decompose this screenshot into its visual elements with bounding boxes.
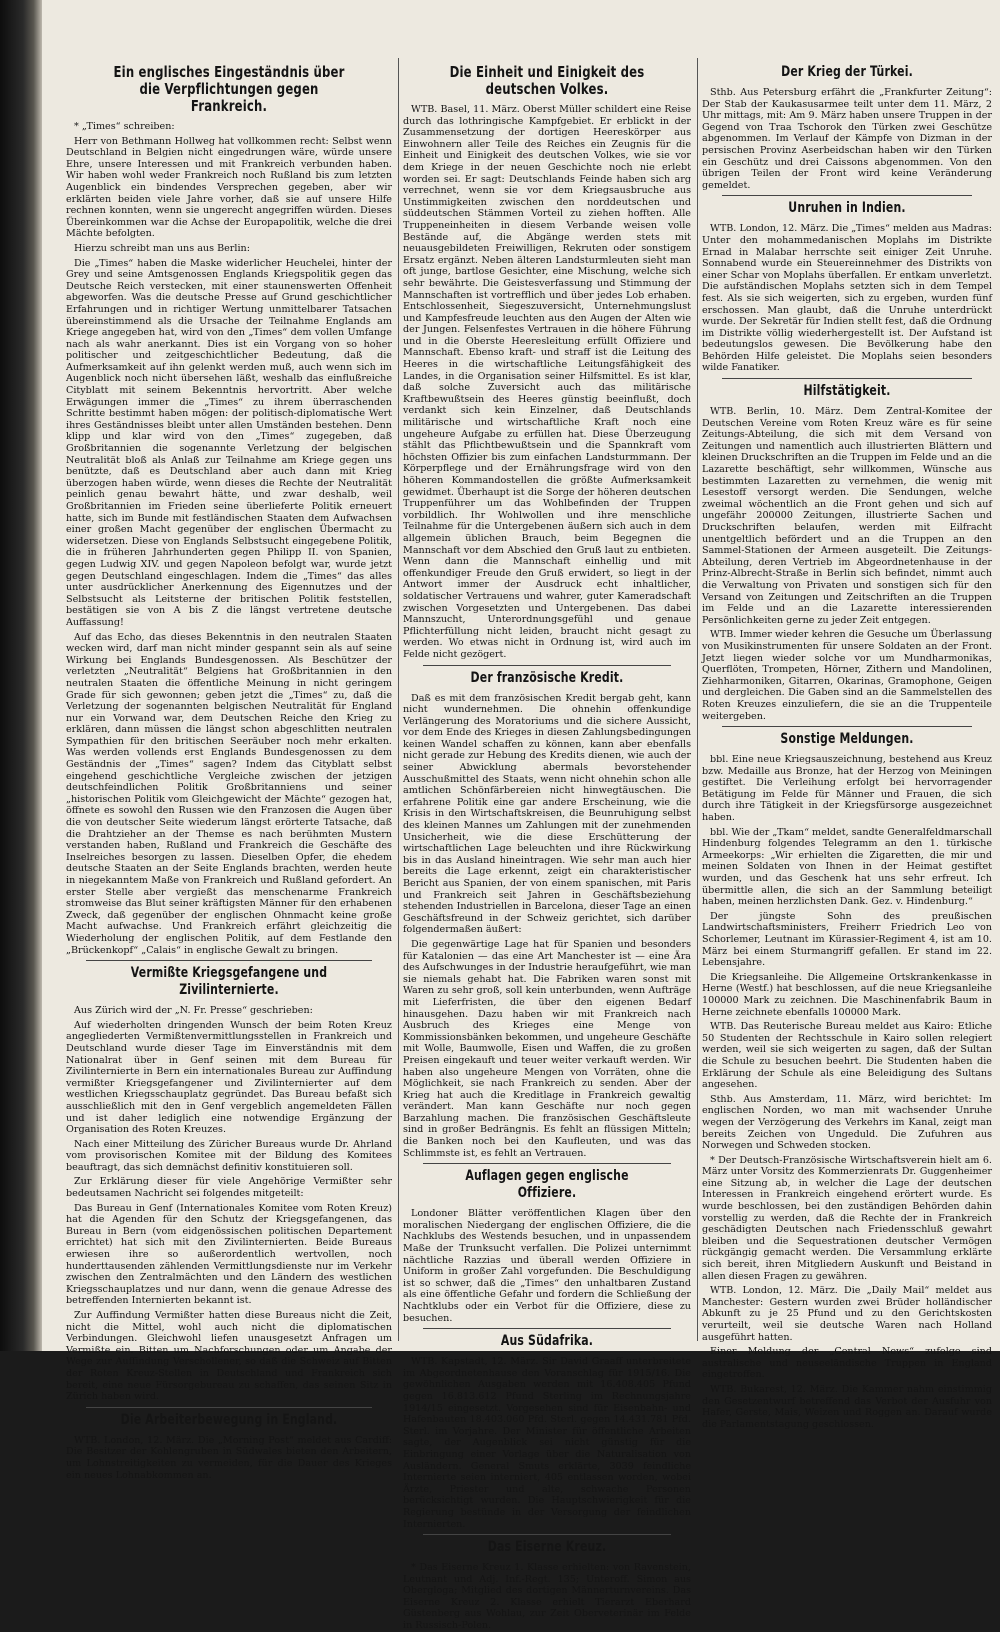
- article-headline: Vermißte Kriegsgefangene und Zivilinternierte.: [130, 965, 328, 999]
- section-divider: [722, 195, 972, 196]
- article-paragraph: Sthb. Aus Petersburg erfährt die „Frankfurter Zeitung“: Der Stab der Kaukasusarmee teilt unter dem 11. März, 2 Uhr mittags, mit: Am 9. März haben unsere Truppen in der Gegend von Traa Tschorok den Türken zwei Geschütze abgenommen. Im Verlauf der Kämpfe von Dizman in der persischen Provinz Aserbeidschan haben wir den Türken ein Geschütz und drei Caissons abgenommen. Von den übrigen Teilen der Front wird keine Veränderung gemeldet.: [702, 87, 992, 191]
- article-paragraph: Aus Zürich wird der „N. Fr. Presse“ geschrieben:: [74, 1005, 313, 1017]
- column-rule: [697, 58, 698, 1341]
- article-headline: Der französische Kredit.: [470, 669, 624, 686]
- article-headline: Sonstige Meldungen.: [780, 731, 914, 748]
- section-divider: [722, 378, 972, 379]
- article-paragraph: WTB. Das Reuterische Bureau meldet aus Kairo: Etliche 50 Studenten der Rechtsschule in Kairo sollen relegiert werden, weil sie sich weigerten zu sagen, daß der Sultan die Schule zu besuchen beehrt. Die Studenten haben die Erklärung der Schule als eine Beleidigung des Sultans angesehen.: [702, 1021, 992, 1091]
- article-paragraph: Das Bureau in Genf (Internationales Komitee vom Roten Kreuz) hat die Agenden für den Schutz der Kriegsgefangenen, das Bureau in Bern (vom eidgenössischen politischen Departement errichtet) hat sich mit den Zivilinternierten. Beide Bureaus erwiesen ihre so außerordentlich wertvollen, noch hunderttausenden zählenden Vermittlungsdienste nur im Verkehr zwischen den Zentralmächten und den Ländern des westlichen Kriegsschauplatzes und nur dann, wenn die genaue Adresse des betreffenden Internierten bekannt ist.: [66, 1202, 392, 1307]
- article-headline: Ein englisches Eingeständnis über die Verpflichtungen gegen Frankreich.: [113, 63, 345, 115]
- article-paragraph: Herr von Bethmann Hollweg hat vollkommen recht: Selbst wenn Deutschland in Belgien nicht eingedrungen wäre, würde unsere Ehre, unsere Interessen und mit Frankreich verbunden haben. Wir haben wohl weder Frankreich noch Rußland bis zum letzten Augenblick ein bindendes Versprechen gegeben, aber wir erklärten beiden viele Jahre vorher, daß sie auf unsere Hilfe rechnen konnten, wenn sie ungerecht angegriffen würden. Dieses Übereinkommen war die Achse der Europapolitik, welche die drei Mächte befolgten.: [66, 135, 392, 240]
- column-left: [66, 62, 392, 1481]
- column-rule: [398, 58, 399, 1341]
- article-paragraph: WTB. London, 12. März. Die „Morning Post“ meldet aus Cardiff: Die Besitzer der Kohlengruben in Südwales bieten den Arbeitern, um Lohnstreitigkeiten zu vermeiden, für die Dauer des Krieges ein neues Lohnabkommen an.: [66, 1434, 392, 1481]
- article-paragraph: Die gegenwärtige Lage hat für Spanien und besonders für Katalonien — das eine Art Manchester ist — eine Ära des Aufschwunges in der Industrie heraufgeführt, wie man sie niemals gehabt hat. Die Fabriken waren sonst mit Waren zu sehr groß, soll kein unterbunden, wenn Aufträge mit Lieferfristen, die über den eigenen Bedarf hinausgehen. Dazu haben wir mit Frankreich nach Ausbruch des Krieges eine Menge von Kommissionsbänken bekommen, und ungeheure Geschäfte mit Wolle, Baumwolle, Eisen und Waffen, die zu großen Preisen eingekauft und teuer weiter verkauft werden. Wir haben also ungeheure Mengen von Vorräten, ohne die Möglichkeit, sie nach Frankreich zu senden. Aber der Krieg hat auch die Kreditlage in Frankreich gewaltig verändert. Man kann Geschäfte nur noch gegen Barzahlung machen. Die französischen Geschäftsleute sind in großer Bedrängnis. Es fehlt an flüssigen Mitteln; die Banken noch bei den Kaufleuten, und was das Schlimmste ist, es fehlt an Vertrauen.: [403, 938, 691, 1159]
- section-divider: [423, 665, 671, 666]
- article-headline: Aus Südafrika.: [500, 1333, 594, 1350]
- article-headline: Unruhen in Indien.: [788, 200, 906, 217]
- article-paragraph: Zur Auffindung Vermißter hatten diese Bureaus nicht die Zeit, nicht die Mittel, wohl auch nicht die diplomatischen Verbindungen. Gleichwohl liefen unausgesetzt Anfragen um Vermißte ein. Bitten um Nachforschungen oder um Angabe der Wege zur Auffindung Verschollener, so daß die Schweiz auf Bitten der Roten Kreuz-Stellen in Deutschland und Frankreich sich bereit, eine neue Fürsorgebureau zu schaffen, das seinen Sitz in Zürich haben wird.: [66, 1310, 392, 1403]
- article-paragraph: WTB. Berlin, 10. März. Dem Zentral-Komitee der Deutschen Vereine vom Roten Kreuz wäre es für seine Zeitungs-Abteilung, die sich mit dem Versand von Zeitungen und namentlich auch illustrierten Blättern und kleinen Druckschriften an die Truppen im Felde und an die Lazarette beschäftigt, sehr willkommen, Wünsche aus bestimmten Lazaretten zu vernehmen, die wenig mit Lesestoff versorgt werden. Die Sendungen, welche zweimal wöchentlich an die Front gehen und sich auf ungefähr 200000 Zeitungen, illustrierte Sachen und Druckschriften belaufen, werden mit Eilfracht unentgeltlich befördert und an die Truppen an den Sammel-Stationen der Armeen ausgeteilt. Die Zeitungs-Abteilung, deren Vertrieb im Abgeordnetenhause in der Prinz-Albrecht-Straße in Berlin sich befindet, nimmt auch die Verwaltung von Privaten und sonstigen sich für den Versand von Zeitungen und Zeitschriften an die Truppen im Felde und an die Lazarette interessierenden Persönlichkeiten gerne zu jeder Zeit entgegen.: [702, 406, 992, 626]
- article-paragraph: WTB. London, 12. März. Die „Daily Mail“ meldet aus Manchester: Gestern wurden zwei Brüder holländischer Abkunft zu je 25 Pfund und zu den Gerichtskosten verurteilt, weil sie deutsche Waren nach Holland ausgeführt hatten.: [702, 1285, 992, 1343]
- article-paragraph: bbl. Eine neue Kriegsauszeichnung, bestehend aus Kreuz bzw. Medaille aus Bronze, hat der Herzog von Meiningen gestiftet. Die Verleihung erfolgt bei hervorragender Betätigung im Felde für Männer und Frauen, die sich durch ihre Tätigkeit in der Kriegsfürsorge ausgezeichnet haben.: [702, 754, 992, 824]
- article-paragraph: Auf wiederholten dringenden Wunsch der beim Roten Kreuz angegliederten Vermißtenvermittlungsstellen in Frankreich und Deutschland wurde dieser Tage im Einverständnis mit dem Nationalrat über in Genf seinen mit dem Bureau für Zivilinternierte in Bern ein internationales Bureau zur Auffindung vermißter Kriegsgefangener und Zivilinternierter auf dem westlichen Kriegsschauplatz gegründet. Das Bureau befaßt sich ausschließlich mit den in Genf vergeblich angemeldeten Fällen und ist daher lediglich eine notwendige Ergänzung der Organisation des Roten Kreuzes.: [66, 1019, 392, 1136]
- section-divider: [423, 1328, 671, 1329]
- column-right: [702, 62, 992, 1430]
- article-headline: Die Arbeiterbewegung in England.: [120, 1411, 338, 1428]
- article-paragraph: WTB. Basel, 11. März. Oberst Müller schildert eine Reise durch das lothringische Kampfgebiet. Er erblickt in der Zusammensetzung der dortigen Heereskörper aus Einwohnern aller Teile des Reiches ein Zeugnis für die Einheit und Einigkeit des deutschen Volkes, wie sie vor dem Kriege in der neuen Geschichte noch nie erlebt worden sei. Er sagt: Deutschlands Feinde haben sich arg verrechnet, wenn sie vor dem Kriegsausbruche aus Unstimmigkeiten zwischen den norddeutschen und süddeutschen Stämmen Vorteil zu ziehen hofften. Alle Truppeneinheiten in diesem Verbande weisen volle Bestände auf, die Abgänge werden stets mit neuausgebildeten Freiwilligen, Rekruten oder sonstigem Ersatz ergänzt. Neben älteren Landsturmleuten sieht man oft junge, bartlose Gesichter, eine Mischung, welche sich sehr bewährte. Die Geistesverfassung und Stimmung der Mannschaften ist vortrefflich und über jedes Lob erhaben. Entschlossenheit, Siegeszuversicht, Unternehmungslust und Kampfesfreude leuchten aus den Augen der Alten wie der Jungen. Felsenfestes Vertrauen in die höhere Führung und in die Oberste Heeresleitung erfüllt Offiziere und Mannschaft. Ebenso kraft- und straff ist die Leitung des Heeres in die wirtschaftliche Leitungsfähigkeit des Landes, in die Organisation seiner Hilfsmittel. Es ist klar, daß solche Zuversicht auch das militärische Kraftbewußtsein des Heeres günstig beeinflußt, doch verdankt sich kein Einzelner, daß Deutschlands militärische und wirtschaftliche Kraft noch eine ungeheure Aufgabe zu erfüllen hat. Diese Überzeugung stählt das Pflichtbewußtsein und die Spannkraft vom höchsten Offizier bis zum einfachen Landsturmmann. Der Körperpflege und der Ernährungsfrage wird von den höheren Kommandostellen die größte Aufmerksamkeit gewidmet. Überhaupt ist die Sorge der höheren deutschen Truppenführer um das Wohlbefinden der Truppen vorbildlich. Ihr Wohlwollen und ihre menschliche Teilnahme für die Untergebenen äußern sich auch in dem allgemein üblichen Brauch, beim Begegnen die Mannschaft vor dem Abschied den Gruß laut zu entbieten. Wenn dann die Mannschaft einhellig und mit offenkundiger Freude den Gruß erwidert, so liegt in der Antwort immer der Ausdruck echt inhaltlicher, soldatischer Vertrauens und wahrer, guter Kameradschaft zwischen Vorgesetzten und Untergebenen. Das dabei Mannszucht, Unterordnungsgefühl und genaue Pflichterfüllung nicht leiden, braucht nicht gesagt zu werden. Wo etwas nicht in Ordnung ist, wird auch im Felde nicht gezögert.: [403, 104, 691, 660]
- section-divider: [86, 960, 372, 961]
- article-paragraph: Die Kriegsanleihe. Die Allgemeine Ortskrankenkasse in Herne (Westf.) hat beschlossen, auf die neue Kriegsanleihe 100000 Mark zu zeichnen. Die Maschinenfabrik Baum in Herne zeichnete ebenfalls 100000 Mark.: [702, 971, 992, 1018]
- article-paragraph: Hierzu schreibt man uns aus Berlin:: [74, 242, 250, 254]
- article-paragraph: Sthb. Aus Amsterdam, 11. März, wird berichtet: Im englischen Norden, wo man mit wachsender Unruhe wegen der Verzögerung des Verkehrs im Kanal, zeigt man bereits Zeichen von Ungeduld. Die Zufuhren aus Norwegen und Schweden stocken.: [702, 1093, 992, 1152]
- column-middle: [403, 62, 691, 1632]
- article-headline: Hilfstätigkeit.: [803, 383, 891, 400]
- article-paragraph: Auf das Echo, das dieses Bekenntnis in den neutralen Staaten wecken wird, darf man nicht minder gespannt sein als auf seine Wirkung bei Englands Bundesgenossen. Als Beschützer der verletzten „Neutralität“ Belgiens hat Großbritannien in den neutralen Staaten die öffentliche Meinung in nicht geringem Grade für sich gewonnen; geben jetzt die „Times“ zu, daß die Verletzung der sogenannten belgischen Neutralität für England nur ein Vorwand war, dem Deutschen Reiche den Krieg zu erklären, dann müssen die längst schon abgeschlitten neutralen Sympathien für den britischen Seeräuber noch mehr erkalten. Was werden vollends erst Englands Bundesgenossen zu dem Geständnis der „Times“ sagen? Indem das Cityblatt selbst eingehend geschichtliche Vergleiche zwischen der jetzigen deutschfeindlichen Politik Großbritanniens und seiner „historischen Politik vom Gleichgewicht der Mächte“ gezogen hat, öffnete es sowohl den Russen wie den Franzosen die Augen über die von deutscher Seite wiederum längst erörterte Tatsache, daß die Drahtzieher an der Themse es nach berühmten Mustern verstanden haben, Rußland und Frankreich die Geschäfte des Inselreiches besorgen zu lassen. Dieselben Opfer, die ehedem deutsche Staaten an der Seite Englands brachten, werden heute in niegekanntem Maße von Frankreich und Rußland gefordert. An erster Stelle aber vergießt das menschenarme Frankreich stromweise das Blut seiner kräftigsten Männer für den erhabenen Zweck, daß gegenüber der englischen Ohnmacht keine große Macht aufwachse. Und Frankreich erfährt gleichzeitig die Wiederholung der englischen Politik, auf dem Festlande den „Brückenkopf“ „Calais“ in englische Gewalt zu bringen.: [66, 631, 392, 956]
- article-headline: Auflagen gegen englische Offiziere.: [465, 1168, 629, 1202]
- article-paragraph: Zur Erklärung dieser für viele Angehörige Vermißter sehr bedeutsamen Nachricht sei folgendes mitgeteilt:: [66, 1176, 392, 1200]
- article-lead: * „Times“ schreiben:: [74, 121, 175, 132]
- article-paragraph: Die „Times“ haben die Maske widerlicher Heuchelei, hinter der Grey und seine Amtsgenossen Englands Kriegspolitik gegen das Deutsche Reich verstecken, mit einer staunenswerten Offenheit abgeworfen. Was die deutsche Presse auf Grund geschichtlicher Erfahrungen und in richtiger Wertung unmittelbarer Tatsachen übereinstimmend als die Ursache der Teilnahme Englands am Kriege angegeben hat, wird von den „Times“ dem vollen Umfange nach als wahr anerkannt. Dies ist ein Vorgang von so hoher politischer und zeitgeschichtlicher Bedeutung, daß die Aufmerksamkeit auf ihn gelenkt werden muß, auch wenn sich im Augenblick noch nicht übersehen läßt, weshalb das einflußreiche Cityblatt mit seinem Bekenntnis hervortritt. Aber welche Erwägungen immer die „Times“ zu ihrem überraschenden Schritte bestimmt haben mögen: der politisch-diplomatische Wert ihres Geständnisses bleibt unter allen Umständen bestehen. Denn klipp und klar wird von den „Times“ zugegeben, daß Großbritannien die sogenannte Verletzung der belgischen Neutralität bloß als Anlaß zur Teilnahme am Kriege gegen uns benützte, daß es Deutschland aber auch dann mit Krieg überzogen haben würde, wenn dieses die Rechte der Neutralität peinlich genau bewahrt hätte, und zwar deshalb, weil Großbritannien im Frieden seine überlieferte Politik erneuert hatte, sich im Bunde mit festländischen Staaten dem Aufwachsen einer großen Macht gegenüber der englischen Übermacht zu widersetzen. Diese von Englands Selbstsucht eingegebene Politik, die in früheren Jahrhunderten gegen Philipp II. von Spanien, gegen Ludwig XIV. und gegen Napoleon befolgt war, wurde jetzt gegen Deutschland eingeschlagen. Indem die „Times“ das alles unter ausdrücklicher Anerkennung des Eigennutzes und der Selbstsucht als Leitsterne der britischen Politik feststellen, bestätigen sie von A bis Z die längst vertretene deutsche Auffassung!: [66, 257, 392, 628]
- article-paragraph: Daß es mit dem französischen Kredit bergab geht, kann nicht wundernehmen. Die ohnehin offenkundige Verlängerung des Moratoriums und die sichere Aussicht, vor dem Ende des Krieges in diesen Zahlungsbedingungen keinen Wandel schaffen zu können, kann aber ebenfalls nicht gerade zur Hebung des Kredits dienen, wie auch der seiner Abwicklung abermals bevorstehender Ausschußmittel des Staats, wenn nicht ohnehin schon alle amtlichen Schönfärbereien nicht hinwegtäuschen. Die erfahrene Politik eine gar andere Erscheinung, wie die Krisis in den Wirtschaftskreisen, die Beunruhigung selbst des kleinen Mannes um Zahlungen mit der zunehmenden Unsicherheit, wie die diese Erschütterung der wirtschaftlichen Lage beleuchten und ihre Rückwirkung bis in das Ausland hineintragen. Wie sehr man auch hier bereits die Lage erkennt, zeigt ein charakteristischer Bericht aus Spanien, der von einem spanischen, mit Paris und Frankreich seit Jahren in Geschäftsbeziehung stehenden Industriellen in Barcelona, dieser Tage an einen Geschäftsfreund in der Schweiz gerichtet, sich darüber folgendermaßen äußert:: [403, 692, 691, 936]
- article-paragraph: Nach einer Mitteilung des Züricher Bureaus wurde Dr. Ahrland vom provisorischen Komitee mit der Bildung des Komitees beauftragt, das sich demnächst definitiv konstituieren soll.: [66, 1138, 392, 1173]
- section-divider: [423, 1534, 671, 1535]
- article-paragraph: bbl. Wie der „Tkam“ meldet, sandte Generalfeldmarschall Hindenburg folgendes Telegramm an den 1. türkische Armeekorps: „Wir erhielten die Zigaretten, die mir und meinen Soldaten von Ihnen in der Heimat gestiftet wurden, und das Geschenk hat uns sehr erfreut. Ich übermittle allen, die sich an der Sammlung beteiligt haben, meinen herzlichsten Dank. Gez. v. Hindenburg.“: [702, 826, 992, 908]
- article-paragraph: * Der Deutsch-Französische Wirtschaftsverein hielt am 6. März unter Vorsitz des Kommerzienrats Dr. Guggenheimer eine Sitzung ab, in welcher die Lage der deutschen Interessen in Frankreich eingehend erörtert wurde. Es wurde beschlossen, bei den zuständigen Behörden dahin vorstellig zu werden, daß die Rechte der in Frankreich geschädigten Deutschen nach Friedensschluß gewahrt bleiben und die Sequestrationen deutscher Vermögen rückgängig gemacht werden. Die Versammlung erklärte sich bereit, ihren Mitgliedern Auskunft und Beistand in allen diesen Fragen zu gewähren.: [702, 1154, 992, 1282]
- article-paragraph: WTB. Immer wieder kehren die Gesuche um Überlassung von Musikinstrumenten für unsere Soldaten an der Front. Jetzt liegen wieder solche vor um Mundharmonikas, Querflöten, Trompeten, Hörner, Zithern und Mandolinen, Ziehharmoniken, Gitarren, Okarinas, Gramophone, Geigen und dergleichen. Die Gaben sind an die Sammelstellen des Roten Kreuzes einzuliefern, die sie an die Truppenteile weitergeben.: [702, 629, 992, 722]
- article-paragraph: * Das Eiserne Kreuz 1. Klasse erhielten: von Ravenstein, Leutnant und Adj. Inf.-Regt. 135; Unteroff. Simon aus Obergloga; Mitglied des dortigen Männerturnvereins. Das Eiserne Kreuz 2. Klasse erhielt Tierarzt Eberhard Güstenberg aus Wohlau, zur Zeit Oberveterinär im Felde in Russisch-Polen.: [403, 1562, 691, 1632]
- article-paragraph: WTB. London, 12. März. Die „Times“ melden aus Madras: Unter den mohammedanischen Moplahs im Distrikte Ernad in Malabar herrschte seit einiger Zeit Unruhe. Sonnabend wurde ein Steuereinnehmer des Distrikts von einer Schar von Moplahs überfallen. Er entkam unverletzt. Die aufständischen Moplahs setzten sich in dem Tempel fest. Als sie sich weigerten, sich zu ergeben, wurden fünf erschossen. Man glaubt, daß die Unruhe unterdrückt wurde. Der Sekretär für Indien stellt fest, daß die Ordnung im Distrikte völlig wiederhergestellt ist. Der Aufstand ist bedeutungslos gewesen. Die Bevölkerung habe den Behörden Hilfe geleistet. Die Moplahs seien besonders wilde Fanatiker.: [702, 223, 992, 374]
- book-binding: [0, 0, 42, 1351]
- article-paragraph: WTB. Kapstadt, 12. März. Sir David Graaff unterbreitete im Abgeordnetenhause den Voranschlag für 1915/16. Die gewöhnlichen Ausgaben werden mit 16.408.405 Pfund gegen 16.813.612 Pfund Sterling im Rechnungsjahre 1914/15 eingesetzt. Vorgesehen sind für Eisenbahn- und Hafenbauten 18.403.060 Pfd. Sterl. gegen 14.431.781 Pfd. Sterl. im Vorjahre. Der Minister für öffentliche Arbeiten sagte, der Augenblick sei nicht günstig für die Einbringung einer Vorlage über die Naturalisation von Ausländern. General Smuts erklärte, 3039 feindliche Internierte seien interniert, 405 entlassen worden, wobei Ärzte, Priester und alte, schwache Personen berücksichtigt wurden. Die Hauptschwierigkeit für die Regierung bestünde in der Versorgung der feindlichen Internierten.: [403, 1356, 691, 1530]
- article-paragraph: WTB. Bukarest, 12. März. Die Kammer nahm einstimmig den Gesetzentwurf betreffend das Verbot der Ausfuhr von Hafer, Gerste, Mais, Weizen und Roggen an. Darauf wurde die Parlamentstagung geschlossen.: [702, 1383, 992, 1430]
- article-paragraph: Einer Meldung der „Central News“ zufolge sind australische und neuseeländische Truppen in England eingetroffen.: [702, 1346, 992, 1381]
- article-headline: Das Eiserne Kreuz.: [487, 1539, 607, 1556]
- section-divider: [86, 1407, 372, 1408]
- section-divider: [722, 726, 972, 727]
- article-paragraph: Der jüngste Sohn des preußischen Landwirtschaftsministers, Freiherr Friedrich Leo von Schorlemer, Leutnant im Kürassier-Regiment 4, ist am 10. März bei einem Sturmangriff gefallen. Er stand im 22. Lebensjahre.: [702, 910, 992, 969]
- section-divider: [423, 1163, 671, 1164]
- article-headline: Die Einheit und Einigkeit des deutschen Volkes.: [449, 63, 645, 98]
- article-headline: Der Krieg der Türkei.: [781, 64, 913, 80]
- article-paragraph: Londoner Blätter veröffentlichen Klagen über den moralischen Niedergang der englischen Offiziere, die die Nachklubs des Westends besuchen, und in unpassendem Maße der Trunksucht verfallen. Die Polizei unternimmt nächtliche Razzias und überall werden Offiziere in Uniform in großer Zahl vorgefunden. Die Beschuldigung ist so schwer, daß die „Times“ den unhaltbaren Zustand als eine öffentliche Gefahr und fordern die Schließung der Nachtklubs oder ein Verbot für die Offiziere, diese zu besuchen.: [403, 1208, 691, 1324]
